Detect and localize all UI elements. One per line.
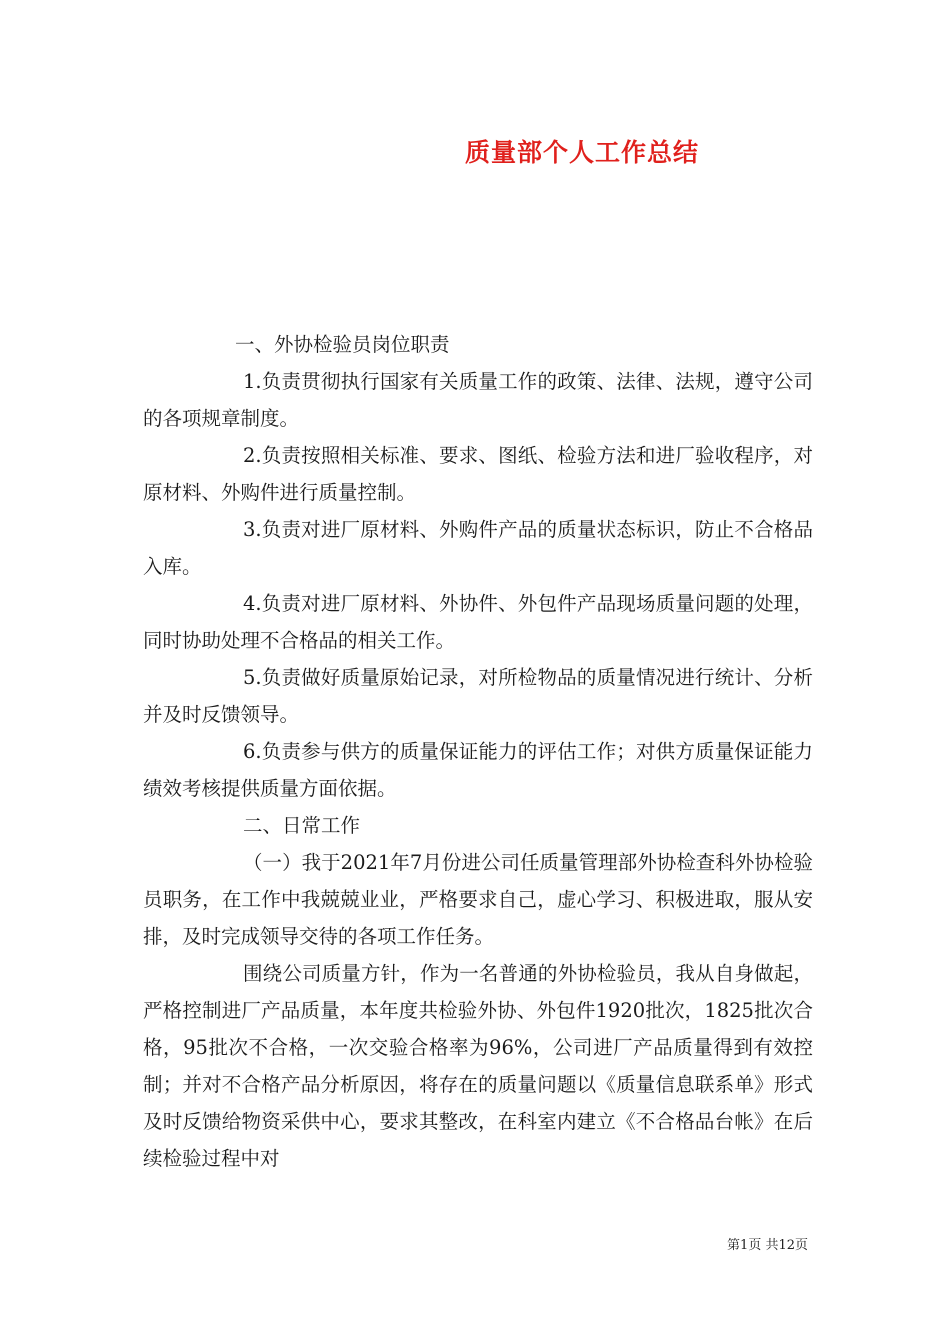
duty-item-3: 3.负责对进厂原材料、外购件产品的质量状态标识，防止不合格品入库。 [143,518,813,578]
daily-work-paragraph-1: （一）我于2021年7月份进公司任质量管理部外协检查科外协检验员职务，在工作中我兢兢业业，严格要求自己，虚心学习、积极进取，服从安排，及时完成领导交待的各项工作任务。 [143,851,813,948]
page-number-footer: 第1页 共12页 [727,1238,808,1253]
duty-item-2: 2.负责按照相关标准、要求、图纸、检验方法和进厂验收程序，对原材料、外购件进行质量控制。 [143,444,813,504]
daily-work-paragraph-2: 围绕公司质量方针，作为一名普通的外协检验员，我从自身做起，严格控制进厂产品质量，本年度共检验外协、外包件1920批次，1825批次合格，95批次不合格，一次交验合格率为96%，公司进厂产品质量得到有效控制；并对不合格产品分析原因，将存在的质量问题以《质量信息联系单》形式及时反馈给物资采供中心，要求其整改，在科室内建立《不合格品台帐》在后续检验过程中对 [143,962,813,1170]
duty-item-1: 1.负责贯彻执行国家有关质量工作的政策、法律、法规，遵守公司的各项规章制度。 [143,370,813,430]
section-heading-duties: 一、外协检验员岗位职责 [235,333,450,356]
document-body [143,326,813,1177]
duty-item-6: 6.负责参与供方的质量保证能力的评估工作；对供方质量保证能力绩效考核提供质量方面依据。 [143,740,813,800]
section-heading-daily-work: 二、日常工作 [243,814,361,837]
duty-item-4: 4.负责对进厂原材料、外协件、外包件产品现场质量问题的处理，同时协助处理不合格品的相关工作。 [143,592,813,652]
duty-item-5: 5.负责做好质量原始记录，对所检物品的质量情况进行统计、分析并及时反馈领导。 [143,666,813,726]
document-title: 质量部个人工作总结 [464,138,699,167]
